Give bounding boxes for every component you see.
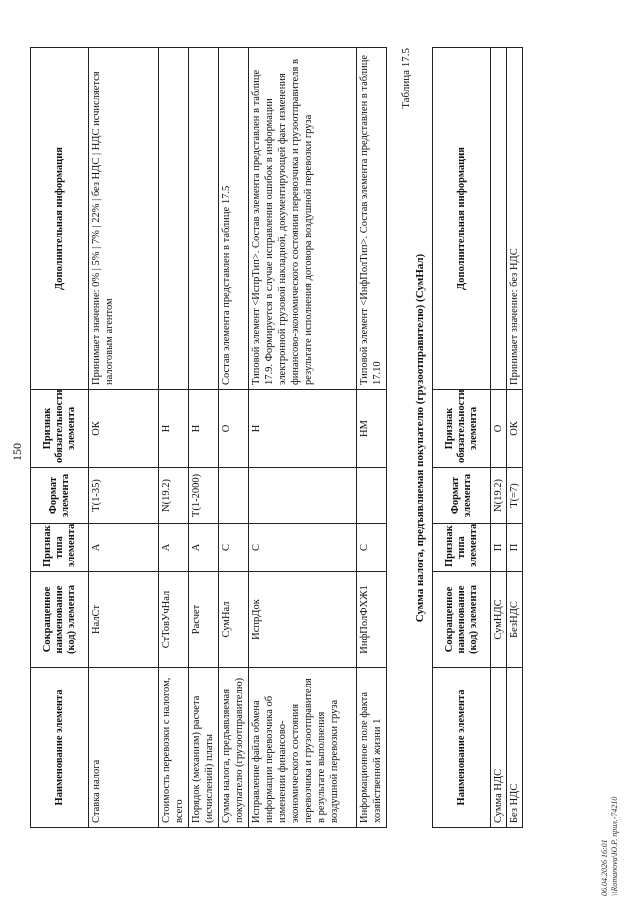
header-code: Сокращенное наименование (код) элемента — [433, 572, 491, 668]
cell-format — [357, 468, 387, 524]
table-label: Таблица 17.5 — [400, 48, 412, 109]
cell-info: Типовой элемент <ИнфПолТип>. Состав элемента представлен в таблице 17.10 — [357, 48, 387, 390]
header-required: Признак обязательности элемента — [31, 390, 89, 468]
cell-type: П — [507, 524, 523, 572]
table-header-row — [433, 48, 491, 828]
table-header-row — [31, 48, 89, 828]
header-type: Признак типа элемента — [31, 524, 89, 572]
cell-name: Без НДС — [507, 668, 523, 828]
cell-type: С — [357, 524, 387, 572]
cell-code: СумНал — [219, 572, 249, 668]
cell-info — [491, 48, 507, 390]
header-format: Формат элемента — [433, 468, 491, 524]
cell-format: T(1-35) — [89, 468, 159, 524]
header-name: Наименование элемента — [433, 668, 491, 828]
header-info: Дополнительная информация — [433, 48, 491, 390]
table-row — [507, 48, 523, 828]
cell-type: С — [249, 524, 357, 572]
cell-required: ОК — [89, 390, 159, 468]
cell-info: Принимает значение: без НДС — [507, 48, 523, 390]
cell-format: T(=7) — [507, 468, 523, 524]
cell-name: Ставка налога — [89, 668, 159, 828]
cell-name: Сумма НДС — [491, 668, 507, 828]
cell-code: Расчет — [189, 572, 219, 668]
cell-name: Стоимость перевозки с налогом, всего — [159, 668, 189, 828]
cell-required: Н — [249, 390, 357, 468]
table-row — [89, 48, 159, 828]
cell-type: А — [89, 524, 159, 572]
cell-format: T(1-2000) — [189, 468, 219, 524]
cell-code: БезНДС — [507, 572, 523, 668]
tax-sum-table — [432, 47, 523, 828]
elements-table — [30, 47, 387, 828]
table-row — [249, 48, 357, 828]
cell-info: Состав элемента представлен в таблице 17.5 — [219, 48, 249, 390]
stamp-date: 06.04.2026 16:01 — [600, 839, 609, 896]
table-row — [159, 48, 189, 828]
cell-type: С — [219, 524, 249, 572]
cell-name: Исправление файла обмена информации перевозчика об изменении финансово-экономического состояния перевозчика и грузоотправителя в результате выполнения воздушной перевозки груза — [249, 668, 357, 828]
cell-info — [189, 48, 219, 390]
cell-required: Н — [189, 390, 219, 468]
cell-info: Типовой элемент <ИспрТип>. Состав элемента представлен в таблице 17.9. Формируется в случае исправления ошибок в информации электронной грузовой накладной, документирующей факт изменения финансово-экономического состояния перевозчика и грузоотправителя в результате исполнения договора воздушной перевозки груза — [249, 48, 357, 390]
table-row — [357, 48, 387, 828]
stamp-path: \\Romanova\Ю.Р. прил.-74210 — [610, 796, 619, 896]
header-type: Признак типа элемента — [433, 524, 491, 572]
cell-format — [249, 468, 357, 524]
table-row — [219, 48, 249, 828]
table-caption: Сумма налога, предъявляемая покупателю (грузоотправителю) (СумНал) — [414, 253, 426, 623]
print-stamp — [600, 797, 620, 896]
cell-info — [159, 48, 189, 390]
cell-code: СтТовУчНал — [159, 572, 189, 668]
cell-name: Информационное поле факта хозяйственной жизни 1 — [357, 668, 387, 828]
table-row — [491, 48, 507, 828]
cell-required: ОК — [507, 390, 523, 468]
cell-required: НМ — [357, 390, 387, 468]
cell-code: НалСт — [89, 572, 159, 668]
cell-code: ИспрДок — [249, 572, 357, 668]
table-row — [189, 48, 219, 828]
cell-required: Н — [159, 390, 189, 468]
cell-code: СумНДС — [491, 572, 507, 668]
header-format: Формат элемента — [31, 468, 89, 524]
cell-name: Порядок (механизм) расчета (исчислений) платы — [189, 668, 219, 828]
cell-type: П — [491, 524, 507, 572]
cell-required: О — [491, 390, 507, 468]
header-name: Наименование элемента — [31, 668, 89, 828]
header-info: Дополнительная информация — [31, 48, 89, 390]
cell-type: А — [189, 524, 219, 572]
cell-format: N(19.2) — [491, 468, 507, 524]
cell-name: Сумма налога, предъявляемая покупателю (грузоотправителю) — [219, 668, 249, 828]
page-number: 150 — [10, 443, 24, 461]
cell-type: А — [159, 524, 189, 572]
cell-format — [219, 468, 249, 524]
cell-required: О — [219, 390, 249, 468]
header-code: Сокращенное наименование (код) элемента — [31, 572, 89, 668]
cell-format: N(19.2) — [159, 468, 189, 524]
cell-code: ИнфПолФХЖ1 — [357, 572, 387, 668]
cell-info: Принимает значение: 0% | 5% | 7% | 22% | без НДС | НДС исчисляется налоговым агентом — [89, 48, 159, 390]
header-required: Признак обязательности элемента — [433, 390, 491, 468]
